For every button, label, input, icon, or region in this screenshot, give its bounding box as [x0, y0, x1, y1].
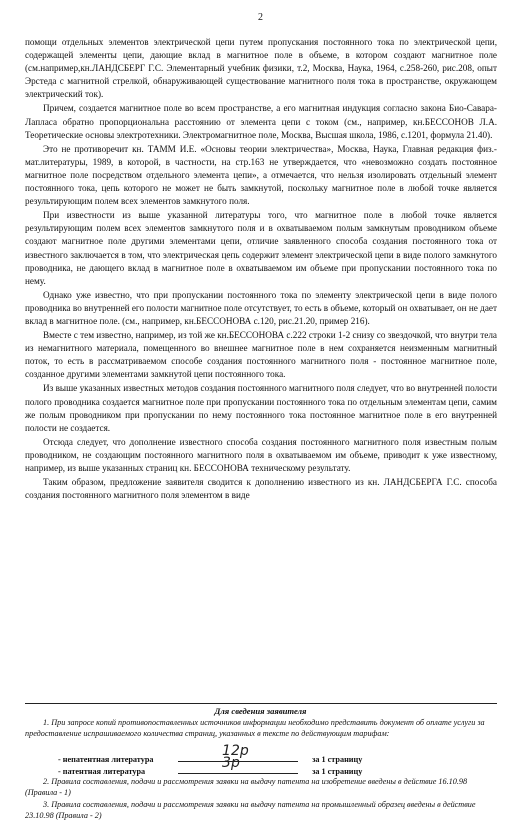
divider-top: [25, 703, 497, 704]
handwritten-value: 12р: [222, 743, 249, 759]
notice-item-text: 2. Правила составления, подачи и рассмотрения заявки на выдачу патента на изобретение введены в действие 16.10.98 (Правила - 1): [25, 777, 468, 798]
body-text: [25, 36, 497, 503]
paragraph: Из выше указанных известных методов создания постоянного магнитного поля следует, что во внутренней полости полого проводника создается магнитное поле при пропускании постоянного тока по отдельным элементам цепи, самим же полым проводником при пропускании по нему постоянного тока постоянное магнитное поле в его внутренней полости не создается.: [25, 383, 497, 433]
tariff-row-nonpatent: [58, 743, 363, 764]
paragraph: помощи отдельных элементов электрической цепи путем пропускания постоянного тока по электрической цепи, содержащей элементы цепи, дающие вклад в магнитное поле в объеме, в котором создают магнитное поле (см.например,кн.ЛАНДСБЕРГ Г.С. Элементарный учебник физики, т.2, Москва, Наука, 1964, с.258-260, рис.208, опыт Эрстеда с магнитной стрелкой, обнаруживающей существование магнитного поля тока в пространстве, окружающем электрический ток).: [25, 37, 497, 100]
tariff-unit: за 1 страницу: [312, 755, 363, 764]
paragraph: Отсюда следует, что дополнение известного способа создания постоянного магнитного поля известным полым проводником, не создающим постоянного магнитного поля в охватываемом им объеме, приводит к уже известному, например, из выше указанных страниц кн. БЕССОНОВА техническому результату.: [25, 436, 497, 473]
notice-item-1: [25, 717, 497, 739]
tariff-label: - патентная литература: [58, 767, 146, 776]
handwritten-value: 3р: [222, 755, 240, 771]
notice-item-text: 1. При запросе копий противопоставленных источников информации необходимо представить документ об оплате услуги за предоставление испрашиваемого количества страниц, указанных в тексте по действующим тарифам:: [25, 718, 485, 739]
paragraph: Это не противоречит кн. ТАММ И.Е. «Основы теории электричества», Москва, Наука, Главная редакция физ.-мат.литературы, 1989, в которой, в частности, на стр.163 не утверждается, что «невозможно создать постоянное магнитное поле посредством отдельного элемента цепи», а отмечается, что нельзя изолировать отдельный элемент постоянного тока, цепь которого не может не быть замкнутой, поскольку магнитное поле в любой точке является результирующим полем всех элементов замкнутого поля.: [25, 143, 497, 207]
notice-item-2: [25, 776, 497, 798]
notice-item-text: 3. Правила составления, подачи и рассмотрения заявки на выдачу патента на промышленный образец введены в действие 23.10.98 (Правила - 2): [25, 800, 476, 821]
page-number: 2: [258, 12, 263, 23]
tariff-unit: за 1 страницу: [312, 767, 363, 776]
notice-item-3: [25, 799, 497, 821]
notice-title: Для сведения заявителя: [214, 706, 307, 716]
paragraph: Причем, создается магнитное поле во всем пространстве, а его магнитная индукция согласно закона Био-Савара-Лапласа обратно пропорциональна расстоянию от элемента цепи с током (см., например, кн.БЕССОНОВ Л.А. Теоретические основы электротехники. Электромагнитное поле, Москва, Высшая школа, 1986, с.1201, формула 21.40).: [25, 103, 497, 140]
paragraph: Вместе с тем известно, например, из той же кн.БЕССОНОВА с.222 строки 1-2 снизу со звездочкой, что внутри тела из немагнитного материала, помещенного во внешнее магнитное поле в нем сохраняется неизменным магнитный поток, то есть в рассматриваемом способе создания постоянного магнитного поля - постоянное магнитное поле, созданное другими элементами замкнутой цепи постоянного тока.: [25, 330, 497, 380]
tariff-label: - непатентная литература: [58, 755, 154, 764]
paragraph: Таким образом, предложение заявителя сводится к дополнению известного из кн. ЛАНДСБЕРГА Г.С. способа создания постоянного магнитного поля элементом в виде: [25, 477, 497, 501]
paragraph: Однако уже известно, что при пропускании постоянного тока по элементу электрической цепи в виде полого проводника во внутренней его полости магнитное поле отсутствует, то есть в объеме, который он охватывает, он не дает вклад в магнитное поле. (см., например, кн.БЕССОНОВА с.120, рис.21.20, пример 216).: [25, 289, 497, 326]
handwritten-field: [178, 755, 298, 774]
paragraph: При известности из выше указанной литературы того, что магнитное поле в любой точке является результирующим полем всех элементов замкнутого поля и в охватываемом полым замкнутым проводником объеме создают магнитное поле другими элементами цепи, отличие заявленного способа создания постоянного тока от известного заключается в том, что электрическая цепь содержит элемент электрической цепи в виде полого замкнутого проводника, не дающего вклад в магнитное поле в охватываемом им объеме при пропускании постоянного тока по нему.: [25, 210, 497, 286]
